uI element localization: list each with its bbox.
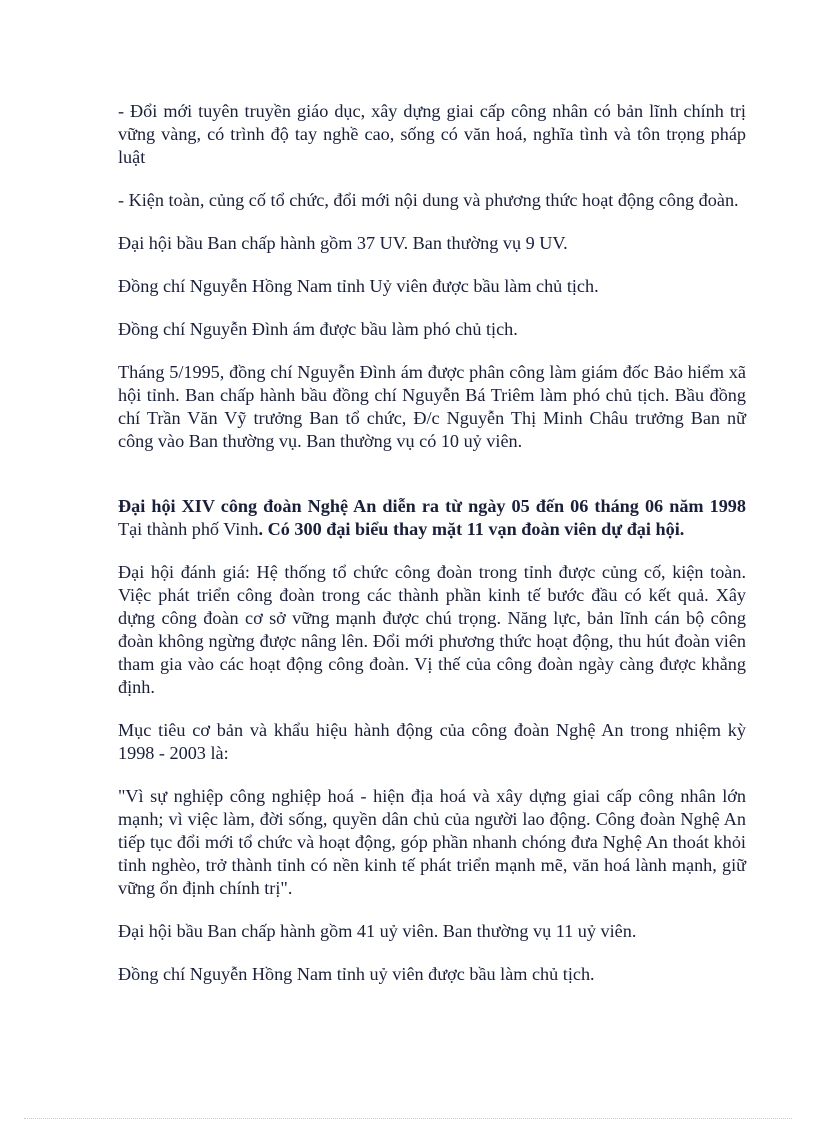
paragraph-goals-intro: Mục tiêu cơ bản và khẩu hiệu hành động của công đoàn Nghệ An trong nhiệm kỳ 1998 - 2003 là: [118,720,746,763]
paragraph-executive-committee-37: Đại hội bầu Ban chấp hành gồm 37 UV. Ban thường vụ 9 UV. [118,233,568,253]
paragraph-consolidate-organization: - Kiện toàn, củng cố tổ chức, đổi mới nội dung và phương thức hoạt động công đoàn. [118,190,739,210]
paragraph-slogan-quote: "Vì sự nghiệp công nghiệp hoá - hiện địa hoá và xây dựng giai cấp công nhân lớn mạnh; vì việc làm, đời sống, quyền dân chủ của người lao động. Công đoàn Nghệ An tiếp tục đổi mới tổ chức và hoạt động, góp phần nhanh chóng đưa Nghệ An thoát khỏi tỉnh nghèo, trở thành tỉnh có nền kinh tế phát triển mạnh mẽ, văn hoá lành mạnh, giữ vững ổn định chính trị". [118,786,746,898]
paragraph-chairman-elected: Đồng chí Nguyễn Hồng Nam tỉnh Uỷ viên được bầu làm chủ tịch. [118,276,599,296]
page-bottom-divider [24,1118,792,1119]
paragraph-vice-chairman-elected: Đồng chí Nguyễn Đình ám được bầu làm phó chủ tịch. [118,319,518,339]
paragraph-executive-committee-41: Đại hội bầu Ban chấp hành gồm 41 uỷ viên. Ban thường vụ 11 uỷ viên. [118,921,637,941]
document-page [118,100,746,1006]
paragraph-chairman-reelected: Đồng chí Nguyễn Hồng Nam tỉnh uỷ viên được bầu làm chủ tịch. [118,964,595,984]
paragraph-may-1995: Tháng 5/1995, đồng chí Nguyễn Đình ám được phân công làm giám đốc Bảo hiểm xã hội tỉnh. Ban chấp hành bầu đồng chí Nguyễn Bá Triêm làm phó chủ tịch. Bầu đồng chí Trần Văn Vỹ trưởng Ban tổ chức, Đ/c Nguyễn Thị Minh Châu trưởng Ban nữ công vào Ban thường vụ. Ban thường vụ có 10 uỷ viên. [118,362,746,451]
congress-heading-bold: Đại hội XIV công đoàn Nghệ An diễn ra từ ngày 05 đến 06 tháng 06 năm 1998 [118,496,746,516]
paragraph-renovate-propaganda: - Đổi mới tuyên truyền giáo dục, xây dựng giai cấp công nhân có bản lĩnh chính trị vững vàng, có trình độ tay nghề cao, sống có văn hoá, nghĩa tình và tôn trọng pháp luật [118,101,746,167]
paragraph-congress-assessment: Đại hội đánh giá: Hệ thống tổ chức công đoàn trong tỉnh được củng cố, kiện toàn. Việc phát triển công đoàn trong các thành phần kinh tế bước đầu có kết quả. Xây dựng công đoàn cơ sở vững mạnh được chú trọng. Năng lực, bản lĩnh cán bộ công đoàn không ngừng được nâng lên. Đổi mới phương thức hoạt động, thu hút đoàn viên tham gia vào các hoạt động công đoàn. Vị thế của công đoàn ngày càng được khẳng định. [118,562,746,697]
congress-heading-location: Tại thành phố Vinh [118,519,259,539]
congress-heading-delegates: . Có 300 đại biểu thay mặt 11 vạn đoàn viên dự đại hội. [258,519,685,539]
congress-xiv-heading [118,495,746,541]
